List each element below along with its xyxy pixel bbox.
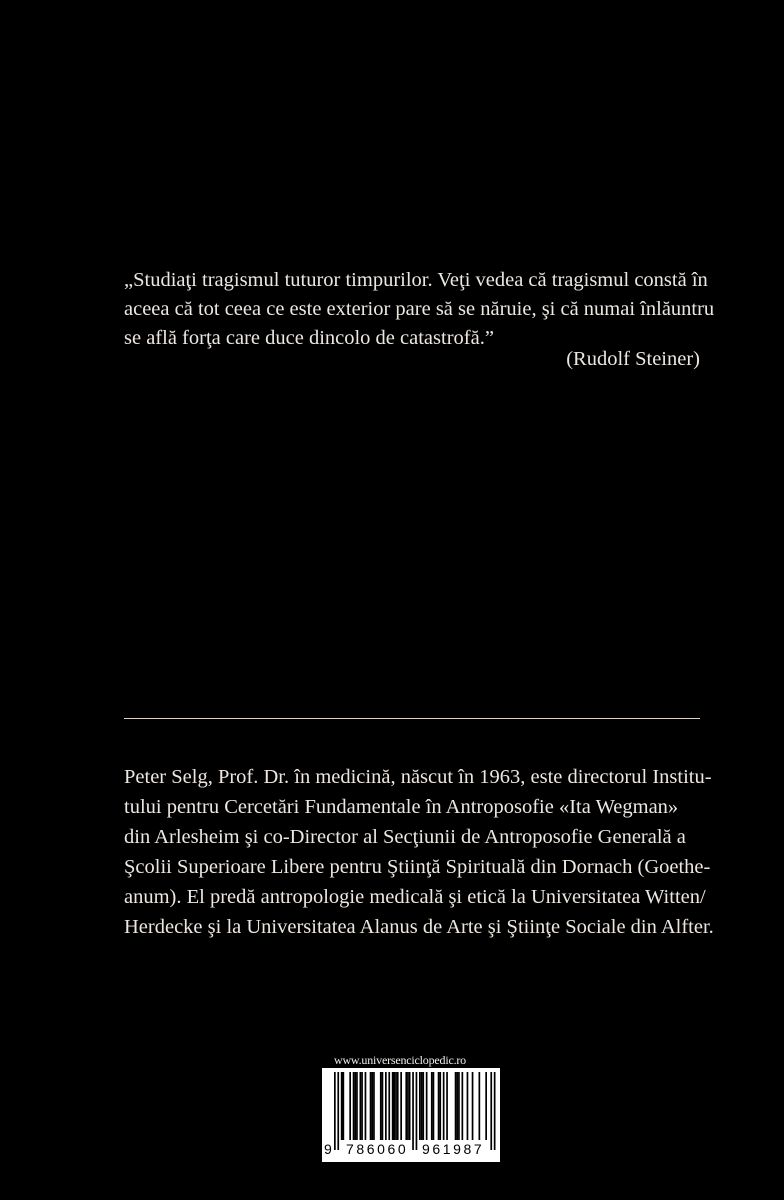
quote-attribution: (Rudolf Steiner) [566, 348, 700, 370]
barcode-bar [467, 1072, 469, 1140]
barcode-bar [365, 1072, 367, 1140]
horizontal-divider [124, 718, 700, 719]
barcode-bar [394, 1072, 396, 1140]
barcode-bar [354, 1072, 356, 1140]
barcode-bar [400, 1072, 402, 1140]
barcode-bar [458, 1072, 460, 1140]
barcode-bar [421, 1072, 423, 1140]
barcode-bar [405, 1072, 407, 1140]
barcode-bar [337, 1072, 339, 1150]
barcode-bar [361, 1072, 363, 1140]
back-cover-quote [124, 266, 715, 353]
barcode-bar [407, 1072, 409, 1140]
isbn-digits [322, 1141, 500, 1161]
barcode-bar [455, 1072, 457, 1140]
barcode-bar [494, 1072, 496, 1150]
barcode-bar [439, 1072, 441, 1140]
quote-line-3: se află forţa care duce dincolo de catastrofă.” [124, 327, 494, 349]
barcode-bar [373, 1072, 375, 1140]
barcode-bar [479, 1072, 481, 1140]
isbn-left-group: 786060 [346, 1141, 409, 1157]
barcode-bar [462, 1072, 464, 1140]
barcode-bar [416, 1072, 418, 1150]
barcode-bar [419, 1072, 421, 1140]
bio-line-6: Herdecke şi la Universitatea Alanus de Arte şi Ştiinţe Sociale din Alfter. [124, 916, 714, 938]
isbn-barcode [322, 1068, 500, 1162]
barcode-bar [485, 1072, 487, 1140]
barcode-bar [353, 1072, 355, 1140]
barcode-bar [490, 1072, 492, 1150]
barcode-bar [472, 1072, 474, 1140]
publisher-website: www.universenciclopedic.ro [334, 1053, 466, 1067]
barcode-bar [349, 1072, 351, 1140]
barcode-bar [392, 1072, 394, 1140]
barcode-bar [343, 1072, 345, 1140]
barcode-bar [409, 1072, 411, 1140]
barcode-bar [356, 1072, 358, 1140]
barcode-bar [426, 1072, 428, 1140]
barcode-bar [370, 1072, 372, 1140]
barcode-bar [395, 1072, 397, 1140]
author-bio [124, 762, 714, 942]
bio-line-5: anum). El predă antropologie medicală şi etică la Universitatea Witten/ [124, 886, 706, 908]
barcode-bar [438, 1072, 440, 1140]
isbn-right-group: 961987 [422, 1141, 485, 1157]
barcode-bar [431, 1072, 433, 1140]
quote-line-1: „Studiaţi tragismul tuturor timpurilor. Veţi vedea că tragismul constă în [124, 269, 708, 291]
barcode-bar [388, 1072, 390, 1140]
barcode-bar [443, 1072, 445, 1140]
barcode-bar [385, 1072, 387, 1140]
bio-line-1: Peter Selg, Prof. Dr. în medicină, născut în 1963, este directorul Institu- [124, 766, 712, 788]
barcode-bar [433, 1072, 435, 1140]
barcode-bar [380, 1072, 382, 1140]
barcode-bar [397, 1072, 399, 1140]
barcode-bar [341, 1072, 343, 1140]
barcode-bar [371, 1072, 373, 1140]
barcode-bar [422, 1072, 424, 1140]
bio-line-3: din Arlesheim şi co-Director al Secţiunii de Antroposofie Generală a [124, 826, 686, 848]
barcode-bar [360, 1072, 362, 1140]
barcode-bar [446, 1072, 448, 1140]
barcode-bar [456, 1072, 458, 1140]
isbn-first-digit: 9 [324, 1141, 332, 1157]
quote-line-2: aceea că tot ceea ce este exterior pare să se năruie, şi că numai înlăuntru [124, 298, 715, 320]
barcode-bar [382, 1072, 384, 1140]
barcode-bar [412, 1072, 414, 1150]
bio-line-4: Şcolii Superioare Libere pentru Ştiinţă Spirituală din Dornach (Goethe- [124, 856, 711, 878]
bio-line-2: tului pentru Cercetări Fundamentale în Antroposofie «Ita Wegman» [124, 796, 679, 818]
barcode-bar [334, 1072, 336, 1150]
